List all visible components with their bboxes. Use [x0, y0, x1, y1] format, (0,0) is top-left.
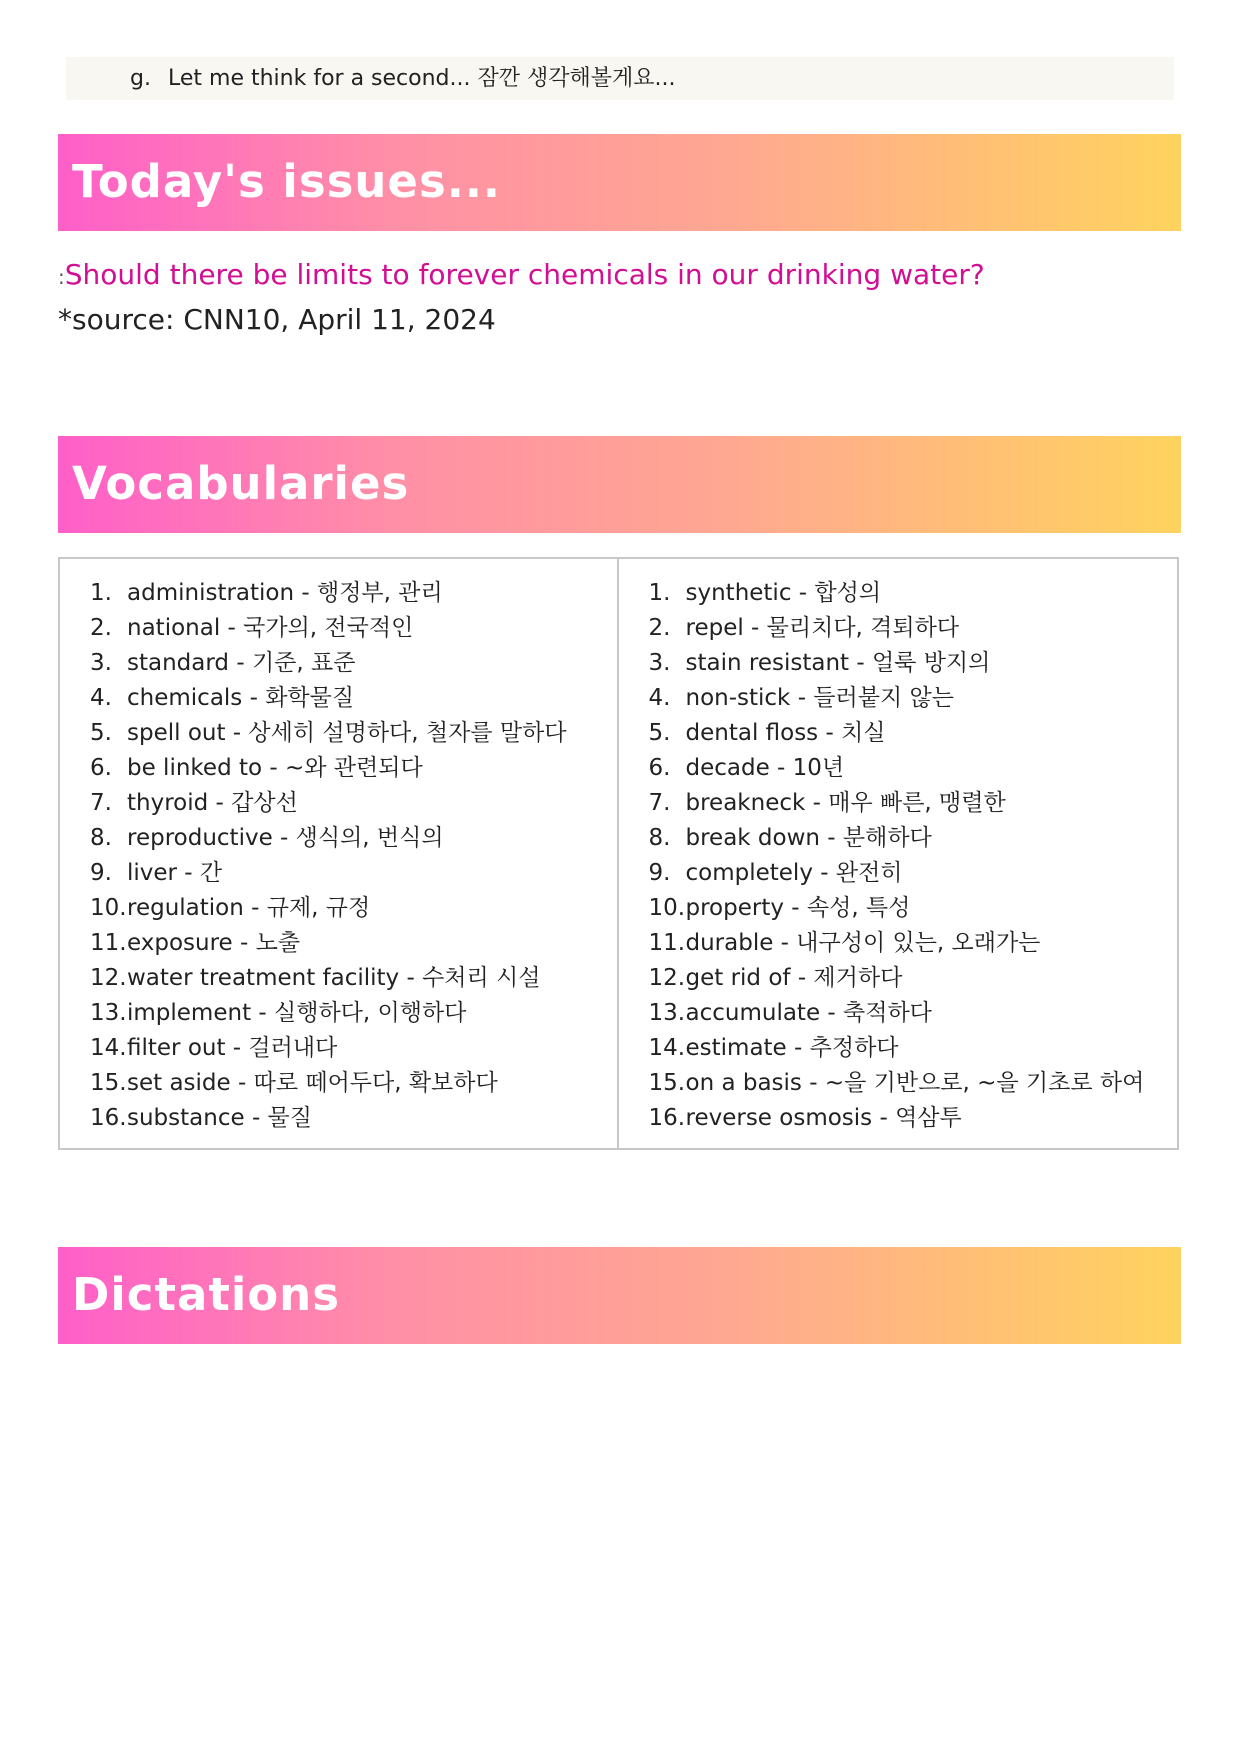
vocabulary-item-text: break down - 분해하다 — [685, 825, 932, 851]
vocabulary-item-number: 13. — [648, 1000, 686, 1026]
issue-question — [58, 257, 985, 295]
vocabulary-item-number: 11. — [648, 930, 686, 956]
vocabulary-item — [619, 646, 1178, 681]
note-text: Let me think for a second... 잠깐 생각해볼게요... — [168, 66, 676, 91]
vocabulary-list-left — [60, 576, 617, 1136]
vocabulary-item-number: 3. — [90, 650, 112, 676]
vocabulary-item — [60, 821, 617, 856]
vocabulary-item-number: 12. — [90, 965, 127, 991]
vocabulary-item — [60, 1031, 617, 1066]
vocabulary-item-text: spell out - 상세히 설명하다, 철자를 말하다 — [127, 720, 567, 746]
vocabulary-item — [60, 751, 617, 786]
vocabulary-item — [619, 1031, 1178, 1066]
vocabulary-item-number: 15. — [648, 1070, 686, 1096]
vocabulary-item-number: 10. — [90, 895, 127, 921]
vocabulary-item-text: liver - 간 — [127, 860, 223, 886]
vocabulary-item — [60, 961, 617, 996]
vocabulary-item — [619, 751, 1178, 786]
vocabulary-item — [60, 856, 617, 891]
issue-source: *source: CNN10, April 11, 2024 — [58, 303, 496, 336]
note-list-marker: g. — [130, 66, 151, 91]
vocabulary-item-number: 6. — [648, 755, 671, 781]
vocabulary-item-text: reproductive - 생식의, 번식의 — [127, 825, 444, 851]
vocabulary-item-number: 2. — [90, 615, 112, 641]
vocabulary-item-number: 2. — [648, 615, 671, 641]
vocabulary-item-text: repel - 물리치다, 격퇴하다 — [685, 615, 960, 641]
vocabulary-item — [60, 576, 617, 611]
vocabulary-item-text: decade - 10년 — [685, 755, 845, 781]
vocabulary-item-number: 7. — [648, 790, 671, 816]
vocabulary-item-text: substance - 물질 — [127, 1105, 312, 1131]
vocabularies-banner — [58, 436, 1181, 533]
vocabularies-title: Vocabularies — [72, 457, 410, 510]
vocabulary-item — [60, 611, 617, 646]
vocabulary-item-text: accumulate - 축적하다 — [685, 1000, 932, 1026]
vocabulary-item — [619, 1066, 1178, 1101]
vocabulary-item-number: 14. — [648, 1035, 686, 1061]
vocabulary-item-text: synthetic - 합성의 — [685, 580, 882, 606]
vocabulary-item-text: durable - 내구성이 있는, 오래가는 — [685, 930, 1041, 956]
vocabulary-item-text: stain resistant - 얼룩 방지의 — [685, 650, 991, 676]
todays-issues-banner — [58, 134, 1181, 231]
vocabulary-item — [619, 786, 1178, 821]
vocabulary-item-text: standard - 기준, 표준 — [127, 650, 356, 676]
vocabulary-item-number: 3. — [648, 650, 671, 676]
vocabulary-item-number: 14. — [90, 1035, 127, 1061]
vocabulary-item — [60, 786, 617, 821]
vocabulary-item-number: 5. — [90, 720, 112, 746]
vocabulary-item-number: 16. — [648, 1105, 686, 1131]
vocabulary-item-number: 7. — [90, 790, 112, 816]
vocabulary-item — [60, 1101, 617, 1136]
vocabulary-item — [619, 961, 1178, 996]
vocabulary-item-number: 1. — [648, 580, 671, 606]
vocabulary-item-number: 4. — [648, 685, 671, 711]
vocabulary-item-text: completely - 완전히 — [685, 860, 903, 886]
vocabulary-item — [60, 716, 617, 751]
vocabulary-item-number: 16. — [90, 1105, 127, 1131]
vocabulary-item-text: reverse osmosis - 역삼투 — [685, 1105, 962, 1131]
vocabulary-item-text: be linked to - ~와 관련되다 — [127, 755, 423, 781]
dictations-title: Dictations — [72, 1268, 341, 1321]
vocabulary-item-text: national - 국가의, 전국적인 — [127, 615, 414, 641]
vocabulary-table — [58, 557, 1179, 1150]
vocabulary-item — [619, 681, 1178, 716]
vocabulary-item-number: 15. — [90, 1070, 127, 1096]
todays-issues-title: Today's issues... — [72, 155, 502, 208]
vocabulary-item — [619, 996, 1178, 1031]
vocabulary-item — [619, 1101, 1178, 1136]
vocabulary-item-text: administration - 행정부, 관리 — [127, 580, 443, 606]
vocabulary-item-number: 13. — [90, 1000, 127, 1026]
vocabulary-item-text: chemicals - 화학물질 — [127, 685, 355, 711]
vocabulary-item-text: implement - 실행하다, 이행하다 — [127, 1000, 467, 1026]
vocabulary-item-text: dental floss - 치실 — [685, 720, 886, 746]
vocabulary-item-number: 1. — [90, 580, 112, 606]
vocabulary-item — [619, 891, 1178, 926]
vocabulary-item — [60, 891, 617, 926]
issue-colon: : — [58, 265, 65, 289]
vocabulary-item-text: set aside - 따로 떼어두다, 확보하다 — [127, 1070, 498, 1096]
vocabulary-item-number: 6. — [90, 755, 112, 781]
vocabulary-item-text: filter out - 걸러내다 — [127, 1035, 338, 1061]
vocabulary-item-text: thyroid - 갑상선 — [127, 790, 298, 816]
vocabulary-item-number: 9. — [90, 860, 112, 886]
vocabulary-item-number: 11. — [90, 930, 127, 956]
vocabulary-item-text: on a basis - ~을 기반으로, ~을 기초로 하여 — [685, 1070, 1145, 1096]
vocabulary-item — [60, 1066, 617, 1101]
previous-note-strip — [66, 57, 1174, 100]
vocabulary-item-text: estimate - 추정하다 — [685, 1035, 899, 1061]
vocabulary-item-number: 8. — [90, 825, 112, 851]
vocabulary-item — [619, 926, 1178, 961]
vocabulary-item-number: 12. — [648, 965, 686, 991]
vocabulary-item — [60, 926, 617, 961]
dictations-banner — [58, 1247, 1181, 1344]
vocabulary-item-number: 9. — [648, 860, 671, 886]
vocabulary-item — [60, 996, 617, 1031]
issue-question-text: Should there be limits to forever chemicals in our drinking water? — [64, 258, 985, 291]
vocabulary-item-number: 10. — [648, 895, 686, 921]
vocabulary-item-text: get rid of - 제거하다 — [685, 965, 903, 991]
vocabulary-item-text: regulation - 규제, 규정 — [127, 895, 371, 921]
vocabulary-list-right — [619, 576, 1178, 1136]
vocabulary-item — [619, 716, 1178, 751]
vocabulary-item-text: non-stick - 들러붙지 않는 — [685, 685, 954, 711]
vocabulary-item-text: water treatment facility - 수처리 시설 — [127, 965, 541, 991]
vocabulary-item-text: breakneck - 매우 빠른, 맹렬한 — [685, 790, 1006, 816]
vocabulary-item-text: property - 속성, 특성 — [685, 895, 911, 921]
vocabulary-item — [619, 611, 1178, 646]
vocabulary-item — [619, 576, 1178, 611]
vocabulary-item — [619, 821, 1178, 856]
vocabulary-item — [60, 646, 617, 681]
vocabulary-item-text: exposure - 노출 — [127, 930, 301, 956]
vocabulary-item-number: 8. — [648, 825, 671, 851]
vocabulary-item-number: 5. — [648, 720, 671, 746]
vocabulary-item — [619, 856, 1178, 891]
vocabulary-item-number: 4. — [90, 685, 112, 711]
vocabulary-item — [60, 681, 617, 716]
vocabulary-column-right — [619, 559, 1178, 1148]
vocabulary-column-left — [60, 559, 619, 1148]
